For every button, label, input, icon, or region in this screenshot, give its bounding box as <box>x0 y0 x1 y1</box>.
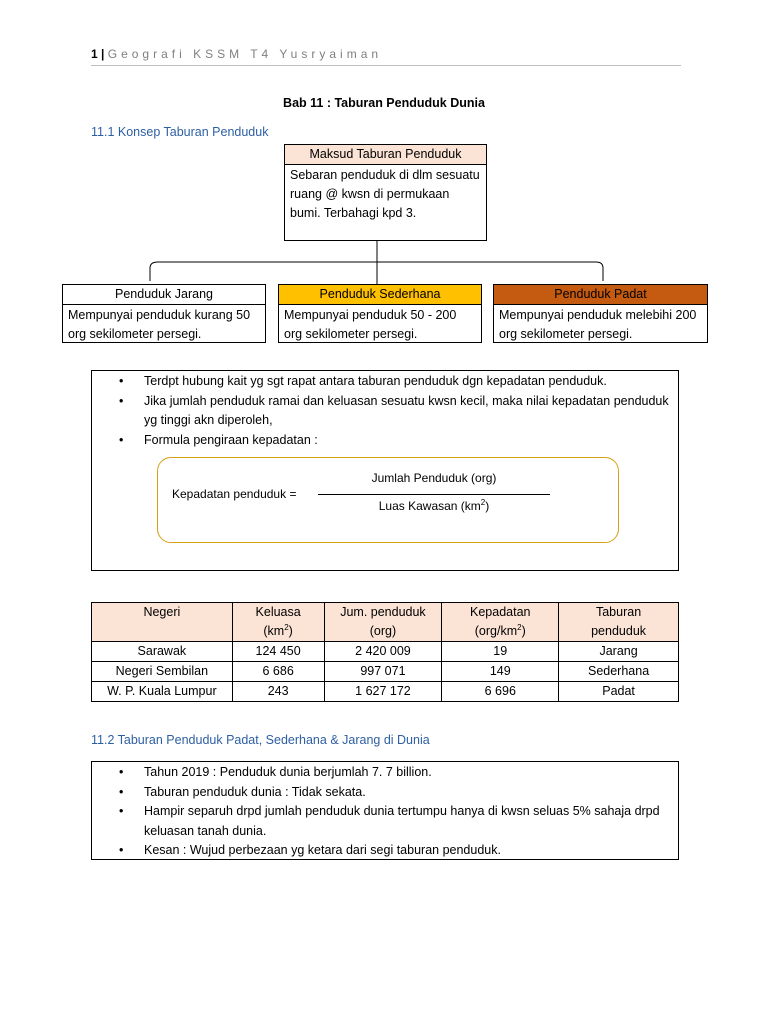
section-heading-2: 11.2 Taburan Penduduk Padat, Sederhana & Jarang di Dunia <box>91 733 430 747</box>
concept-body: Sebaran penduduk di dlm sesuatu ruang @ kwsn di permukaan bumi. Terbahagi kpd 3. <box>290 168 480 220</box>
category-title: Penduduk Padat <box>494 285 707 305</box>
table-cell: W. P. Kuala Lumpur <box>92 682 233 702</box>
header-cell: Jum. penduduk (org) <box>324 603 442 642</box>
table-row <box>92 682 679 702</box>
category-body: Mempunyai penduduk 50 - 200 org sekilometer persegi. <box>284 308 457 341</box>
section-heading-1: 11.1 Konsep Taburan Penduduk <box>91 125 269 139</box>
category-box-jarang <box>62 284 266 343</box>
fraction-line <box>318 494 550 495</box>
header-separator: | <box>101 47 105 61</box>
table-cell: 2 420 009 <box>324 642 442 662</box>
density-table <box>91 602 679 702</box>
header-cell: Kepadatan $(org/km^2)$ <box>442 603 559 642</box>
table-cell: 124 450 <box>232 642 324 662</box>
formula-label: Kepadatan penduduk = <box>172 487 297 501</box>
note-item: • Hampir separuh drpd jumlah penduduk dunia tertumpu hanya di kwsn seluas 5% sahaja drpd keluasan tanah dunia. <box>144 802 678 841</box>
note-item: • Taburan penduduk dunia : Tidak sekata. <box>144 783 678 803</box>
category-body: Mempunyai penduduk kurang 50 org sekilometer persegi. <box>68 308 251 341</box>
table-cell: Padat <box>559 682 679 702</box>
note-item: • Jika jumlah penduduk ramai dan keluasan sesuatu kwsn kecil, maka nilai kepadatan penduduk yg tinggi akn diperoleh, <box>144 392 678 431</box>
category-box-padat <box>493 284 708 343</box>
formula-denominator: Luas Kawasan $(km^2)$ <box>378 498 490 513</box>
table-cell: Sederhana <box>559 662 679 682</box>
header-cell: Taburan penduduk <box>559 603 679 642</box>
note-item: • Terdpt hubung kait yg sgt rapat antara taburan penduduk dgn kepadatan penduduk. <box>144 372 678 392</box>
formula-numerator: Jumlah Penduduk (org) <box>371 471 497 485</box>
table-cell: 6 696 <box>442 682 559 702</box>
table-cell: 243 <box>232 682 324 702</box>
note-item: • Kesan : Wujud perbezaan yg ketara dari segi taburan penduduk. <box>144 841 678 861</box>
table-cell: Jarang <box>559 642 679 662</box>
note-item: • Formula pengiraan kepadatan : <box>144 431 678 451</box>
page-number: 1 <box>91 47 98 61</box>
category-title: Penduduk Sederhana <box>279 285 481 305</box>
note-item: • Tahun 2019 : Penduduk dunia berjumlah 7. 7 billion. <box>144 763 678 783</box>
table-cell: 19 <box>442 642 559 662</box>
table-cell: Negeri Sembilan <box>92 662 233 682</box>
table-row <box>92 662 679 682</box>
table-cell: 149 <box>442 662 559 682</box>
concept-title: Maksud Taburan Penduduk <box>285 145 486 165</box>
table-cell: Sarawak <box>92 642 233 662</box>
table-cell: 1 627 172 <box>324 682 442 702</box>
table-cell: 6 686 <box>232 662 324 682</box>
header-cell: Negeri <box>92 603 233 642</box>
notes-box-2 <box>91 761 679 860</box>
category-body: Mempunyai penduduk melebihi 200 org sekilometer persegi. <box>499 308 697 341</box>
table-cell: 997 071 <box>324 662 442 682</box>
category-box-sederhana <box>278 284 482 343</box>
table-row <box>92 642 679 662</box>
header-subtitle: Geografi KSSM T4 Yusryaiman <box>107 47 383 61</box>
category-title: Penduduk Jarang <box>63 285 265 305</box>
chapter-title: Bab 11 : Taburan Penduduk Dunia <box>283 96 485 110</box>
table-header-row <box>92 603 679 642</box>
header-cell: Keluasa $(km^2)$ <box>232 603 324 642</box>
